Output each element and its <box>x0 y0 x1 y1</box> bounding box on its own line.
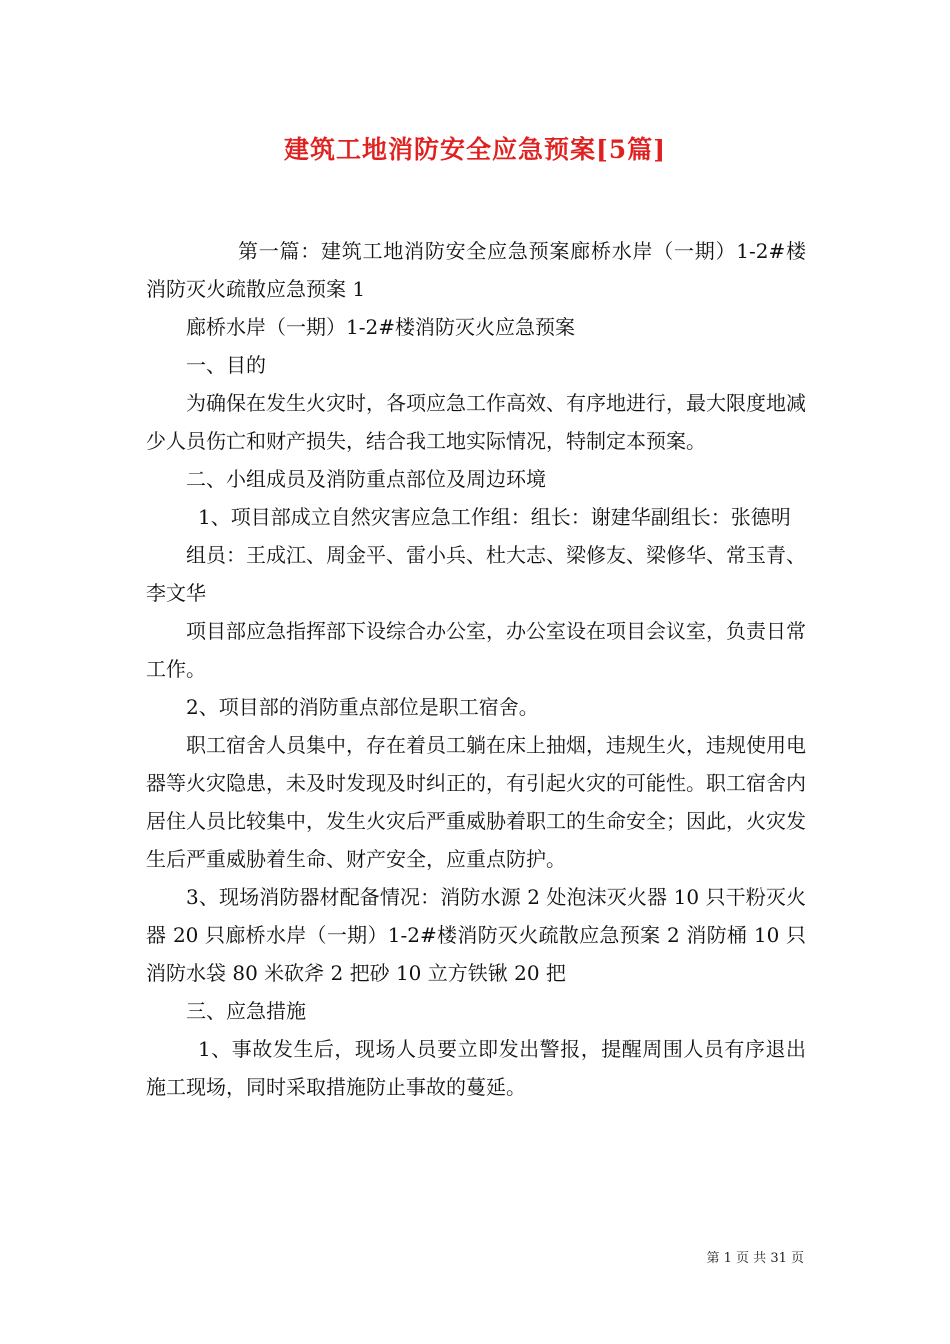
document-title: 建筑工地消防安全应急预案[5篇] <box>283 135 667 164</box>
paragraph-section-purpose: 一、目的 <box>186 353 266 377</box>
paragraph-group-members: 组员：王成江、周金平、雷小兵、杜大志、梁修友、梁修华、常玉青、李文华 <box>146 543 806 605</box>
document-body <box>146 232 806 1106</box>
page-number-footer: 第 1 页 共 31 页 <box>706 1251 804 1266</box>
paragraph-measure-1: 1、事故发生后，现场人员要立即发出警报，提醒周围人员有序退出施工现场，同时采取措施防止事故的蔓延。 <box>146 1037 806 1099</box>
paragraph-plan-title: 廊桥水岸（一期）1-2#楼消防灭火应急预案 <box>186 315 575 339</box>
paragraph-command-office: 项目部应急指挥部下设综合办公室，办公室设在项目会议室，负责日常工作。 <box>146 619 806 681</box>
paragraph-purpose-text: 为确保在发生火灾时，各项应急工作高效、有序地进行，最大限度地减少人员伤亡和财产损失，结合我工地实际情况，特制定本预案。 <box>146 391 806 453</box>
paragraph-first-article-heading: 第一篇：建筑工地消防安全应急预案廊桥水岸（一期）1-2#楼消防灭火疏散应急预案 1 <box>146 239 806 301</box>
paragraph-dormitory-risk: 职工宿舍人员集中，存在着员工躺在床上抽烟，违规生火，违规使用电器等火灾隐患，未及时发现及时纠正的，有引起火灾的可能性。职工宿舍内居住人员比较集中，发生火灾后严重威胁着职工的生命安全；因此，火灾发生后严重威胁着生命、财产安全，应重点防护。 <box>146 733 806 871</box>
paragraph-key-location: 2、项目部的消防重点部位是职工宿舍。 <box>186 695 539 719</box>
paragraph-equipment: 3、现场消防器材配备情况：消防水源 2 处泡沫灭火器 10 只干粉灭火器 20 只廊桥水岸（一期）1-2#楼消防灭火疏散应急预案 2 消防桶 10 只消防水袋 80 米砍斧 2 把砂 10 立方铁锹 20 把 <box>146 885 806 985</box>
paragraph-work-group: 1、项目部成立自然灾害应急工作组：组长：谢建华副组长：张德明 <box>198 505 791 529</box>
paragraph-section-members: 二、小组成员及消防重点部位及周边环境 <box>186 467 546 491</box>
paragraph-section-measures: 三、应急措施 <box>186 999 306 1023</box>
